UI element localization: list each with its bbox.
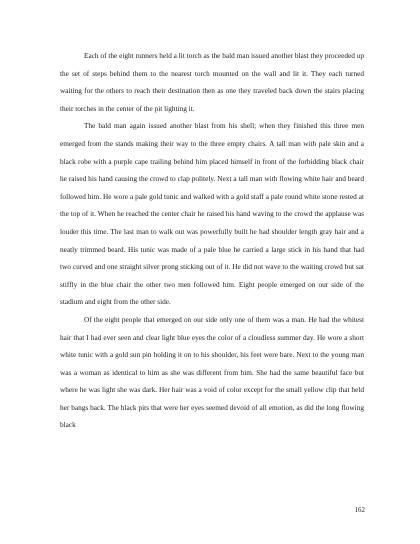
page-number: 162 [354,506,365,514]
paragraph-2: The bald man again issued another blast from his shell; when they finished this three men emerged from the stands making their way to the three empty chairs. A tall man with pale skin and a black robe with a purple cape trailing behind him placed himself in front of the forbidding black chair he raised his hand causing the crowd to clap politely. Next a tall man with flowing white hair and beard followed him. He wore a pale gold tunic and walked with a gold staff a pale round white stone rested at the top of it. When he reached the center chair he raised his hand waving to the crowd the applause was louder this time. The last man to walk out was powerfully built he had shoulder length gray hair and a neatly trimmed beard. His tunic was made of a pale blue he carried a large stick in his hand that had two curved and one straight silver prong sticking out of it. He did not wave to the waiting crowd but sat stiffly in the blue chair the other two men followed him. Eight people emerged on our side of the stadium and eight from the other side. [60,121,364,307]
body-text [60,47,364,434]
paragraph-3: Of the eight people that emerged on our side only one of them was a man. He had the whitest hair that I had ever seen and clear light blue eyes the color of a cloudless summer day. He wore a short white tunic with a gold sun pin holding it on to his shoulder, his feet were bare. Next to the young man was a woman as identical to him as she was different from him. She had the same beautiful face but where he was light she was dark. Her hair was a void of color except for the small yellow clip that held her bangs back. The black pits that were her eyes seemed devoid of all emotion, as did the long flowing black [60,314,364,430]
paragraph-1: Each of the eight runners held a lit torch as the bald man issued another blast they proceeded up the set of steps behind them to the nearest torch mounted on the wall and lit it. They each turned waiting for the others to reach their destination then as one they traveled back down the stairs placing their torches in the center of the pit lighting it. [60,51,364,113]
